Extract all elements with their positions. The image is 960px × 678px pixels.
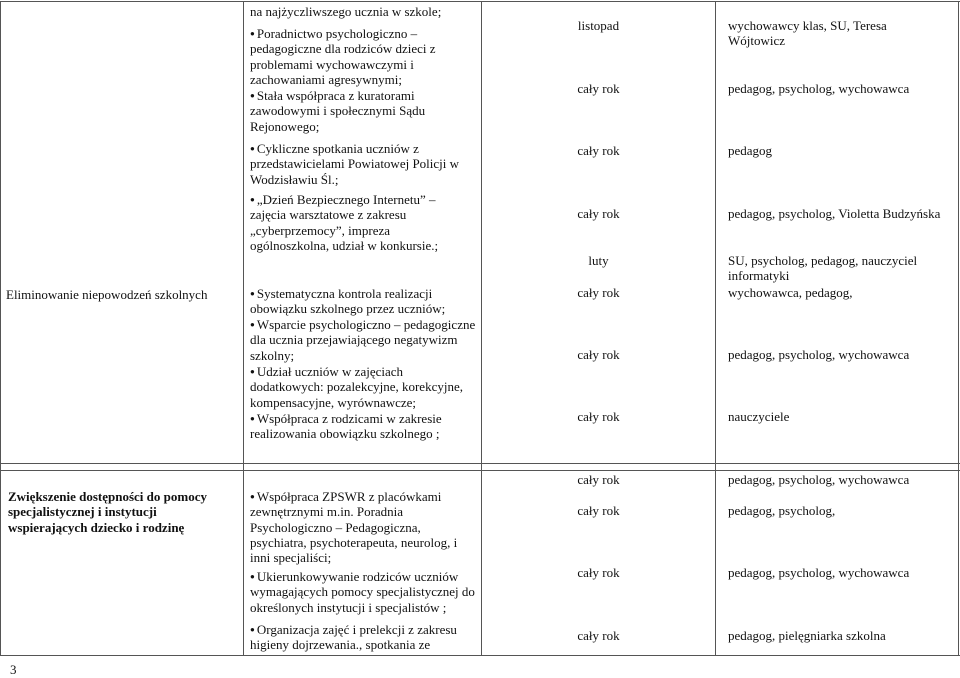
page-number: 3 <box>10 662 17 677</box>
responsible-cell: pedagog, psycholog, wychowawca <box>728 347 910 362</box>
responsible-cell: pedagog <box>728 143 773 158</box>
responsible-cell: pedagog, psycholog, wychowawca <box>728 472 910 487</box>
term-cell: cały rok <box>577 347 620 362</box>
activity-item: ● Systematyczna kontrola realizacji obowiązku szkolnego przez uczniów; <box>250 286 478 317</box>
responsible-cell: nauczyciele <box>728 409 790 424</box>
column-divider <box>243 1 244 656</box>
activity-item: ● Cykliczne spotkania uczniów z przedstawicielami Powiatowej Policji w Wodzisławiu Śl.; <box>250 141 478 187</box>
column-divider <box>715 1 716 656</box>
area-cell: Eliminowanie niepowodzeń szkolnych <box>6 287 208 302</box>
term-cell: cały rok <box>577 503 620 518</box>
responsible-cell: pedagog, psycholog, wychowawca <box>728 81 910 96</box>
activity-item: ● Wsparcie psychologiczno – pedagogiczne dla ucznia przejawiającego negatywizm szkolny; <box>250 317 478 363</box>
activity-item: na najżyczliwszego ucznia w szkole; <box>250 4 442 19</box>
activity-item: ● Współpraca z rodzicami w zakresie realizowania obowiązku szkolnego ; <box>250 411 478 442</box>
table-bottom-border <box>0 655 960 656</box>
responsible-cell: pedagog, psycholog, wychowawca <box>728 565 910 580</box>
activity-item: ● „Dzień Bezpiecznego Internetu” – zajęcia warsztatowe z zakresu „cyberprzemocy”, impreza ogólnoszkolna, udział w konkursie.; <box>250 192 450 253</box>
responsible-cell: wychowawcy klas, SU, Teresa Wójtowicz <box>728 18 887 49</box>
term-cell: cały rok <box>577 472 620 487</box>
column-divider <box>0 1 1 656</box>
term-cell: cały rok <box>577 81 620 96</box>
term-cell: cały rok <box>577 409 620 424</box>
column-divider <box>958 1 959 656</box>
activity-item: ● Udział uczniów w zajęciach dodatkowych: pozalekcyjne, korekcyjne, kompensacyjne, wyrównawcze; <box>250 364 478 410</box>
term-cell: cały rok <box>577 565 620 580</box>
term-cell: luty <box>588 253 609 268</box>
responsible-cell: wychowawca, pedagog, <box>728 285 853 300</box>
area-cell: Zwiększenie dostępności do pomocy specjalistycznej i instytucji wspierających dziecko i rodzinę <box>8 489 207 535</box>
row-divider <box>0 470 960 471</box>
term-cell: listopad <box>577 18 620 33</box>
activity-item: ● Współpraca ZPSWR z placówkami zewnętrznymi m.in. Poradnia Psychologiczno – Pedagogiczna, psychiatra, psychoterapeuta, neurolog, i inni specjaliści; <box>250 489 478 565</box>
activity-item: ● Organizacja zajęć i prelekcji z zakresu higieny dojrzewania., spotkania ze <box>250 622 478 653</box>
term-cell: cały rok <box>577 143 620 158</box>
activity-item: ● Poradnictwo psychologiczno – pedagogiczne dla rodziców dzieci z problemami wychowawczymi i zachowaniami agresywnymi; <box>250 26 478 87</box>
term-cell: cały rok <box>577 206 620 221</box>
responsible-cell: pedagog, pielęgniarka szkolna <box>728 628 886 643</box>
activity-item: ● Ukierunkowywanie rodziców uczniów wymagających pomocy specjalistycznej do określonych instytucji i specjalistów ; <box>250 569 478 615</box>
term-cell: cały rok <box>577 285 620 300</box>
term-cell: cały rok <box>577 628 620 643</box>
table-top-border <box>0 1 960 2</box>
activity-item: ● Stała współpraca z kuratorami zawodowymi i społecznymi Sądu Rejonowego; <box>250 88 478 134</box>
row-divider <box>0 463 960 464</box>
responsible-cell: pedagog, psycholog, <box>728 503 836 518</box>
responsible-cell: pedagog, psycholog, Violetta Budzyńska <box>728 206 941 221</box>
column-divider <box>481 1 482 656</box>
responsible-cell: SU, psycholog, pedagog, nauczyciel informatyki <box>728 253 918 284</box>
